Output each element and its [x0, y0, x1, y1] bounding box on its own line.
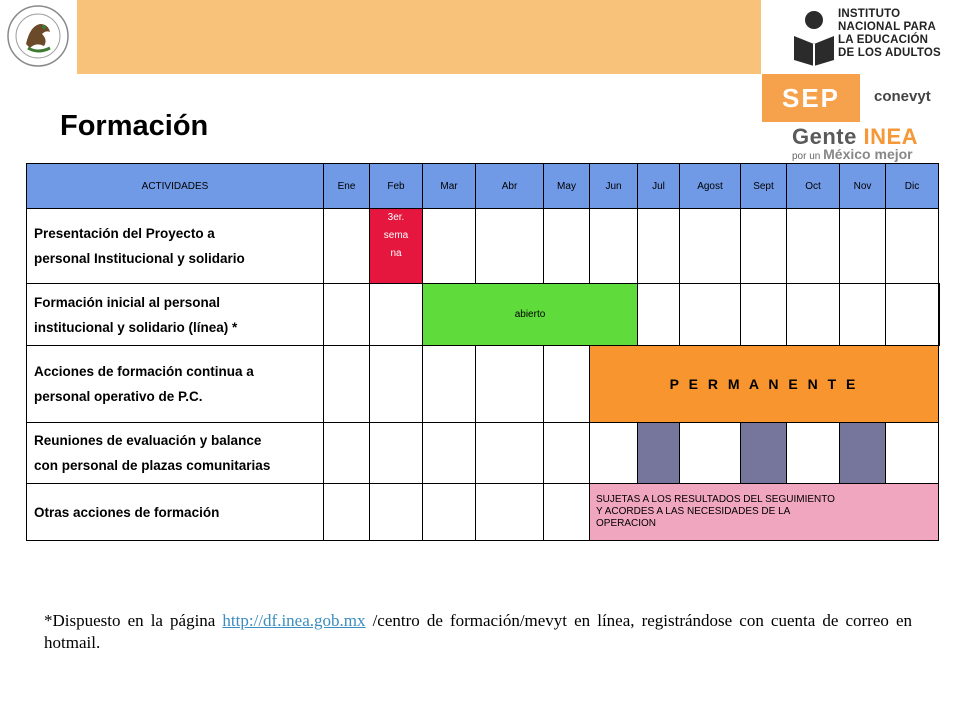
- month-cell: [423, 346, 476, 423]
- top-banner: [77, 0, 761, 74]
- month-cell: [544, 209, 590, 284]
- activity-line: Formación inicial al personal: [34, 294, 221, 310]
- month-cell: [886, 209, 939, 284]
- month-cell: [638, 284, 680, 346]
- month-cell: [324, 346, 370, 423]
- header-cell: Oct: [787, 164, 840, 209]
- sep-label: SEP: [781, 83, 841, 113]
- header-cell: Jul: [638, 164, 680, 209]
- header-cell: May: [544, 164, 590, 209]
- month-cell: [787, 423, 840, 484]
- note-line: SUJETAS A LOS RESULTADOS DEL SEGUIMIENTO: [596, 494, 835, 505]
- meeting-marker-jul: [638, 423, 680, 484]
- gente-word: Gente: [792, 124, 857, 149]
- inea-logo: [762, 0, 960, 74]
- activity-line: personal Institucional y solidario: [34, 251, 245, 266]
- month-cell: [886, 284, 939, 346]
- header-cell: Mar: [423, 164, 476, 209]
- conevyt-label: conevyt: [874, 88, 931, 105]
- header-cell: Sept: [741, 164, 787, 209]
- month-cell: [590, 423, 638, 484]
- month-cell: [476, 346, 544, 423]
- month-cell: [741, 209, 787, 284]
- month-cell: [476, 423, 544, 484]
- month-cell: [324, 284, 370, 346]
- conevyt-logo: [860, 74, 960, 122]
- header-cell: Abr: [476, 164, 544, 209]
- week-marker-cell: [370, 209, 423, 284]
- marker-line: na: [390, 248, 402, 259]
- meeting-marker-sept: [741, 423, 787, 484]
- activity-cell: [27, 284, 324, 346]
- activity-cell: [27, 423, 324, 484]
- month-cell: [840, 209, 886, 284]
- eagle-seal-icon: [0, 0, 77, 74]
- gente-sub-a: por un: [792, 151, 821, 162]
- activity-cell: [27, 484, 324, 541]
- table-row: [27, 284, 940, 346]
- table-row: [27, 484, 940, 541]
- activity-line: Otras acciones de formación: [34, 504, 220, 520]
- month-cell: [324, 423, 370, 484]
- open-period-cell: abierto: [423, 284, 638, 346]
- table-row: [27, 209, 940, 284]
- month-cell: [638, 209, 680, 284]
- month-cell: [423, 423, 476, 484]
- month-cell: [370, 346, 423, 423]
- month-cell: [370, 484, 423, 541]
- page-title: Formación: [60, 110, 209, 142]
- activity-line: institucional y solidario (línea) *: [34, 319, 238, 335]
- month-cell: [370, 284, 423, 346]
- month-cell: [476, 484, 544, 541]
- inea-line: INSTITUTO: [838, 8, 901, 20]
- month-cell: [423, 484, 476, 541]
- activity-cell: [27, 209, 324, 284]
- month-cell: [423, 209, 476, 284]
- month-cell: [886, 423, 939, 484]
- activity-line: Presentación del Proyecto a: [34, 226, 215, 241]
- footnote-text: /centro de formación/mevyt en línea, registrándose con cuenta de correo en hotmail.: [44, 611, 912, 652]
- month-cell: [544, 484, 590, 541]
- activity-line: personal operativo de P.C.: [34, 389, 203, 404]
- header-cell: Agost: [680, 164, 741, 209]
- table-row: [27, 346, 940, 423]
- header-cell: Nov: [840, 164, 886, 209]
- inea-line: DE LOS ADULTOS: [838, 47, 941, 59]
- header-cell: Ene: [324, 164, 370, 209]
- month-cell: [544, 423, 590, 484]
- header-row: [27, 164, 940, 209]
- note-line: Y ACORDES A LAS NECESIDADES DE LA: [596, 506, 791, 517]
- gente-inea-logo: [792, 126, 918, 163]
- month-cell: [476, 209, 544, 284]
- month-cell: [324, 209, 370, 284]
- inea-word: INEA: [863, 124, 919, 149]
- month-cell: [741, 284, 787, 346]
- month-cell: [939, 284, 940, 346]
- inea-line: LA EDUCACIÓN: [838, 34, 929, 46]
- month-cell: [787, 209, 840, 284]
- gente-sub-b: México mejor: [823, 146, 913, 162]
- note-line: OPERACION: [596, 518, 657, 529]
- header-cell: Feb: [370, 164, 423, 209]
- meeting-marker-nov: [840, 423, 886, 484]
- header-cell: Jun: [590, 164, 638, 209]
- activity-cell: [27, 346, 324, 423]
- marker-line: 3er.: [387, 212, 405, 223]
- month-cell: [324, 484, 370, 541]
- inea-link[interactable]: http://df.inea.gob.mx: [222, 611, 366, 630]
- month-cell: [840, 284, 886, 346]
- inea-line: NACIONAL PARA: [838, 21, 937, 33]
- permanent-cell: P E R M A N E N T E: [590, 346, 939, 423]
- month-cell: [370, 423, 423, 484]
- month-cell: [680, 284, 741, 346]
- footnote-text: *Dispuesto en la página: [44, 611, 223, 630]
- activity-line: Acciones de formación continua a: [34, 364, 254, 379]
- month-cell: [590, 209, 638, 284]
- activity-line: con personal de plazas comunitarias: [34, 458, 271, 473]
- mexico-seal-logo: [0, 0, 78, 74]
- footnote: [44, 610, 912, 654]
- header-cell: ACTIVIDADES: [27, 164, 324, 209]
- subject-to-results-cell: [590, 484, 939, 541]
- activity-line: Reuniones de evaluación y balance: [34, 433, 262, 448]
- table-row: [27, 423, 940, 484]
- month-cell: [787, 284, 840, 346]
- schedule-table: [26, 163, 940, 541]
- marker-line: sema: [383, 230, 409, 241]
- sep-logo: [762, 74, 860, 122]
- reader-icon: [786, 8, 844, 66]
- header-cell: Dic: [886, 164, 939, 209]
- month-cell: [680, 423, 741, 484]
- month-cell: [544, 346, 590, 423]
- month-cell: [680, 209, 741, 284]
